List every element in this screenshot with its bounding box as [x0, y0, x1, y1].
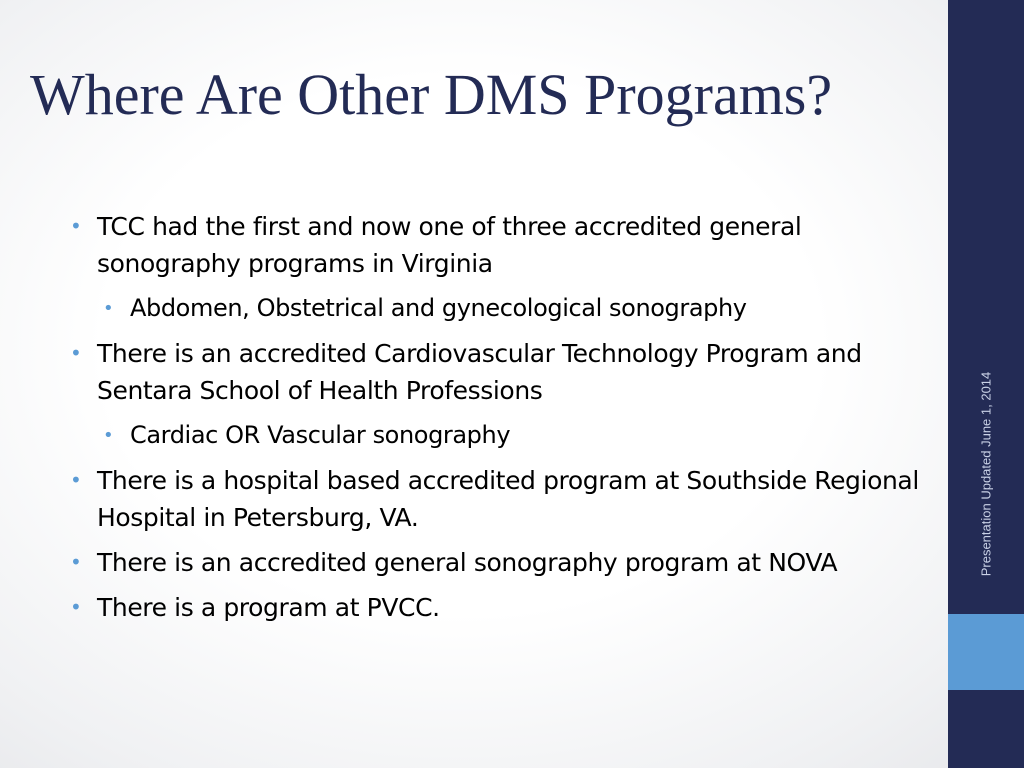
bullet-item: • There is an accredited Cardiovascular Technology Program and Sentara School of Health Professions — [70, 335, 940, 409]
bullet-item: • There is a program at PVCC. — [70, 589, 940, 626]
sidebar-band — [948, 0, 1024, 768]
bullet-list — [70, 208, 940, 634]
bullet-item: • There is a hospital based accredited program at Southside Regional Hospital in Petersburg, VA. — [70, 462, 940, 536]
sub-bullet-item: • Abdomen, Obstetrical and gynecological sonography — [103, 290, 940, 327]
sub-bullet-item: • Cardiac OR Vascular sonography — [103, 417, 940, 454]
slide-title: Where Are Other DMS Programs? — [30, 62, 833, 127]
footer-date-text: Presentation Updated June 1, 2014 — [978, 371, 994, 577]
bullet-item: • There is an accredited general sonography program at NOVA — [70, 544, 940, 581]
sidebar-accent-block — [948, 614, 1024, 690]
bullet-item: • TCC had the first and now one of three accredited general sonography programs in Virginia — [70, 208, 940, 282]
